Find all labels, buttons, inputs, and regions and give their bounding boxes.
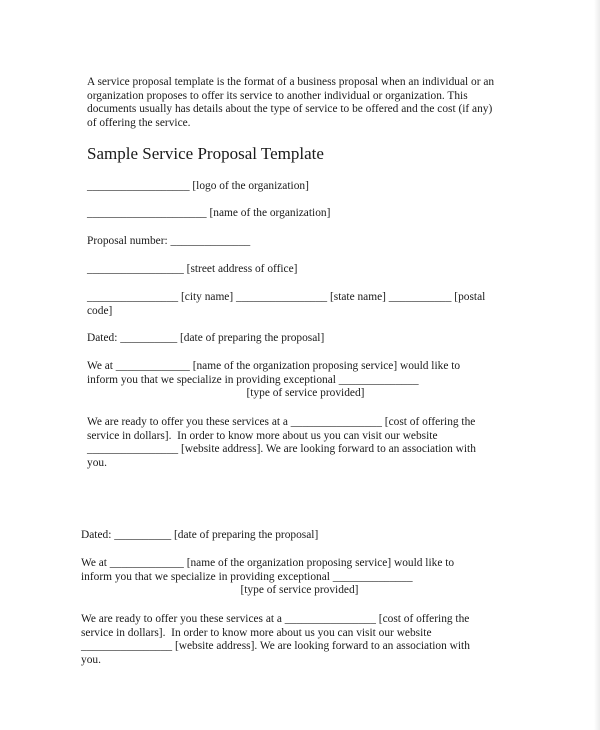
ready-line: you.	[81, 653, 101, 666]
we-at-line: We at _____________ [name of the organization proposing service] would like to	[87, 360, 461, 372]
logo-field: __________________ [logo of the organization]	[87, 180, 309, 192]
we-at-line: [type of service provided]	[81, 584, 359, 597]
we-at-paragraph	[87, 360, 460, 401]
ready-line: We are ready to offer you these services at a ________________ [cost of offering the	[87, 416, 476, 428]
we-at-line: We at _____________ [name of the organization proposing service] would like to	[81, 557, 455, 569]
we-at-line: inform you that we specialize in providing exceptional ______________	[81, 570, 413, 583]
ready-line: ________________ [website address]. We are looking forward to an association with	[81, 640, 470, 653]
organization-name-field: _____________________ [name of the organization]	[87, 207, 331, 219]
repeat-ready-paragraph	[81, 613, 470, 667]
intro-line: of offering the service.	[87, 116, 191, 129]
address-line: code]	[87, 304, 113, 317]
street-address-field: _________________ [street address of office]	[87, 263, 298, 275]
city-state-postal-field	[87, 291, 485, 318]
dated-field: Dated: __________ [date of preparing the proposal]	[87, 332, 325, 344]
repeat-dated-field: Dated: __________ [date of preparing the proposal]	[81, 529, 319, 541]
ready-line: you.	[87, 456, 107, 469]
ready-paragraph	[87, 416, 476, 470]
intro-line: documents usually has details about the type of service to be offered and the cost (if any)	[87, 103, 493, 116]
ready-line: service in dollars]. In order to know more about us you can visit our website	[87, 429, 438, 442]
proposal-number-field: Proposal number: ______________	[87, 235, 251, 247]
ready-line: We are ready to offer you these services at a ________________ [cost of offering the	[81, 613, 470, 625]
ready-line: ________________ [website address]. We are looking forward to an association with	[87, 443, 476, 456]
document-title: Sample Service Proposal Template	[87, 144, 324, 163]
we-at-line: [type of service provided]	[87, 387, 365, 400]
intro-line: A service proposal template is the format of a business proposal when an individual or an	[87, 76, 495, 88]
intro-line: organization proposes to offer its service to another individual or organization. This	[87, 89, 468, 102]
repeat-we-at-paragraph	[81, 557, 454, 598]
page-edge-shadow	[594, 0, 600, 730]
address-line: ________________ [city name] ________________ [state name] ___________ [postal	[87, 291, 486, 303]
we-at-line: inform you that we specialize in providing exceptional ______________	[87, 373, 419, 386]
ready-line: service in dollars]. In order to know more about us you can visit our website	[81, 626, 432, 639]
intro-paragraph	[87, 76, 494, 130]
